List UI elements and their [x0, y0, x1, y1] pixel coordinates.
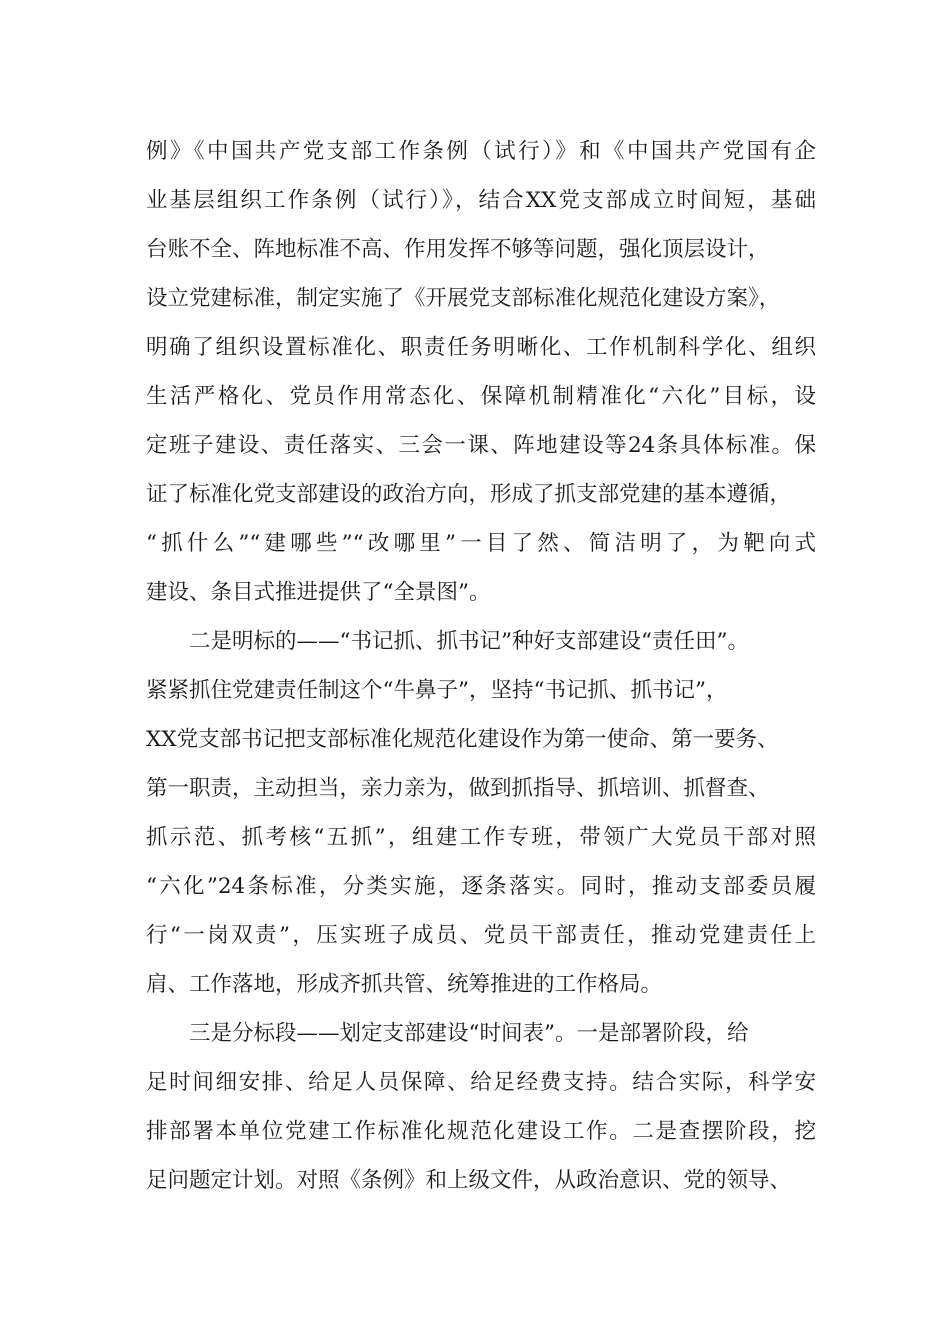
paragraph-1-line-2: 业基层组织工作条例（试行）》，结合XX党支部成立时间短，基础 [146, 188, 816, 213]
paragraph-2-line-6: “六化”24条标准，分类实施，逐条落实。同时，推动支部委员履 [146, 874, 816, 899]
paragraph-2-line-7: 行“一岗双责”，压实班子成员、党员干部责任，推动党建责任上 [146, 923, 816, 948]
document-body [146, 127, 816, 1205]
paragraph-1-line-3: 台账不全、阵地标准不高、作用发挥不够等问题，强化顶层设计， [146, 237, 770, 262]
paragraph-2-line-4: 第一职责，主动担当，亲力亲为，做到抓指导、抓培训、抓督查、 [146, 776, 770, 801]
paragraph-1-line-7: 定班子建设、责任落实、三会一课、阵地建设等24条具体标准。保 [146, 433, 816, 458]
paragraph-1-line-9: “抓什么”“建哪些”“改哪里”一目了然、简洁明了，为靶向式 [146, 531, 816, 556]
paragraph-1-line-5: 明确了组织设置标准化、职责任务明晰化、工作机制科学化、组织 [146, 335, 816, 360]
paragraph-1-line-8: 证了标准化党支部建设的政治方向，形成了抓支部党建的基本遵循， [146, 482, 792, 507]
paragraph-2-line-3: XX党支部书记把支部标准化规范化建设作为第一使命、第一要务、 [146, 727, 779, 752]
paragraph-2-line-2: 紧紧抓住党建责任制这个“牛鼻子”，坚持“书记抓、抓书记”， [146, 678, 728, 703]
paragraph-3-line-4: 足问题定计划。对照《条例》和上级文件，从政治意识、党的领导、 [146, 1168, 792, 1193]
paragraph-1-line-6: 生活严格化、党员作用常态化、保障机制精准化“六化”目标，设 [146, 384, 816, 409]
paragraph-2-line-1: 二是明标的——“书记抓、抓书记”种好支部建设“责任田”。 [189, 629, 749, 654]
paragraph-1-line-1: 例》《中国共产党支部工作条例（试行）》和《中国共产党国有企 [146, 139, 816, 164]
paragraph-3-line-1: 三是分标段——划定支部建设“时间表”。一是部署阶段，给 [189, 1021, 749, 1046]
paragraph-1-line-10: 建设、条目式推进提供了“全景图”。 [146, 580, 491, 605]
paragraph-3-line-2: 足时间细安排、给足人员保障、给足经费支持。结合实际，科学安 [146, 1070, 816, 1095]
paragraph-3-line-3: 排部署本单位党建工作标准化规范化建设工作。二是查摆阶段，挖 [146, 1119, 816, 1144]
paragraph-2-line-5: 抓示范、抓考核“五抓”，组建工作专班，带领广大党员干部对照 [146, 825, 816, 850]
paragraph-2-line-8: 肩、工作落地，形成齐抓共管、统筹推进的工作格局。 [146, 972, 663, 997]
paragraph-1-line-4: 设立党建标准，制定实施了《开展党支部标准化规范化建设方案》， [146, 286, 781, 311]
